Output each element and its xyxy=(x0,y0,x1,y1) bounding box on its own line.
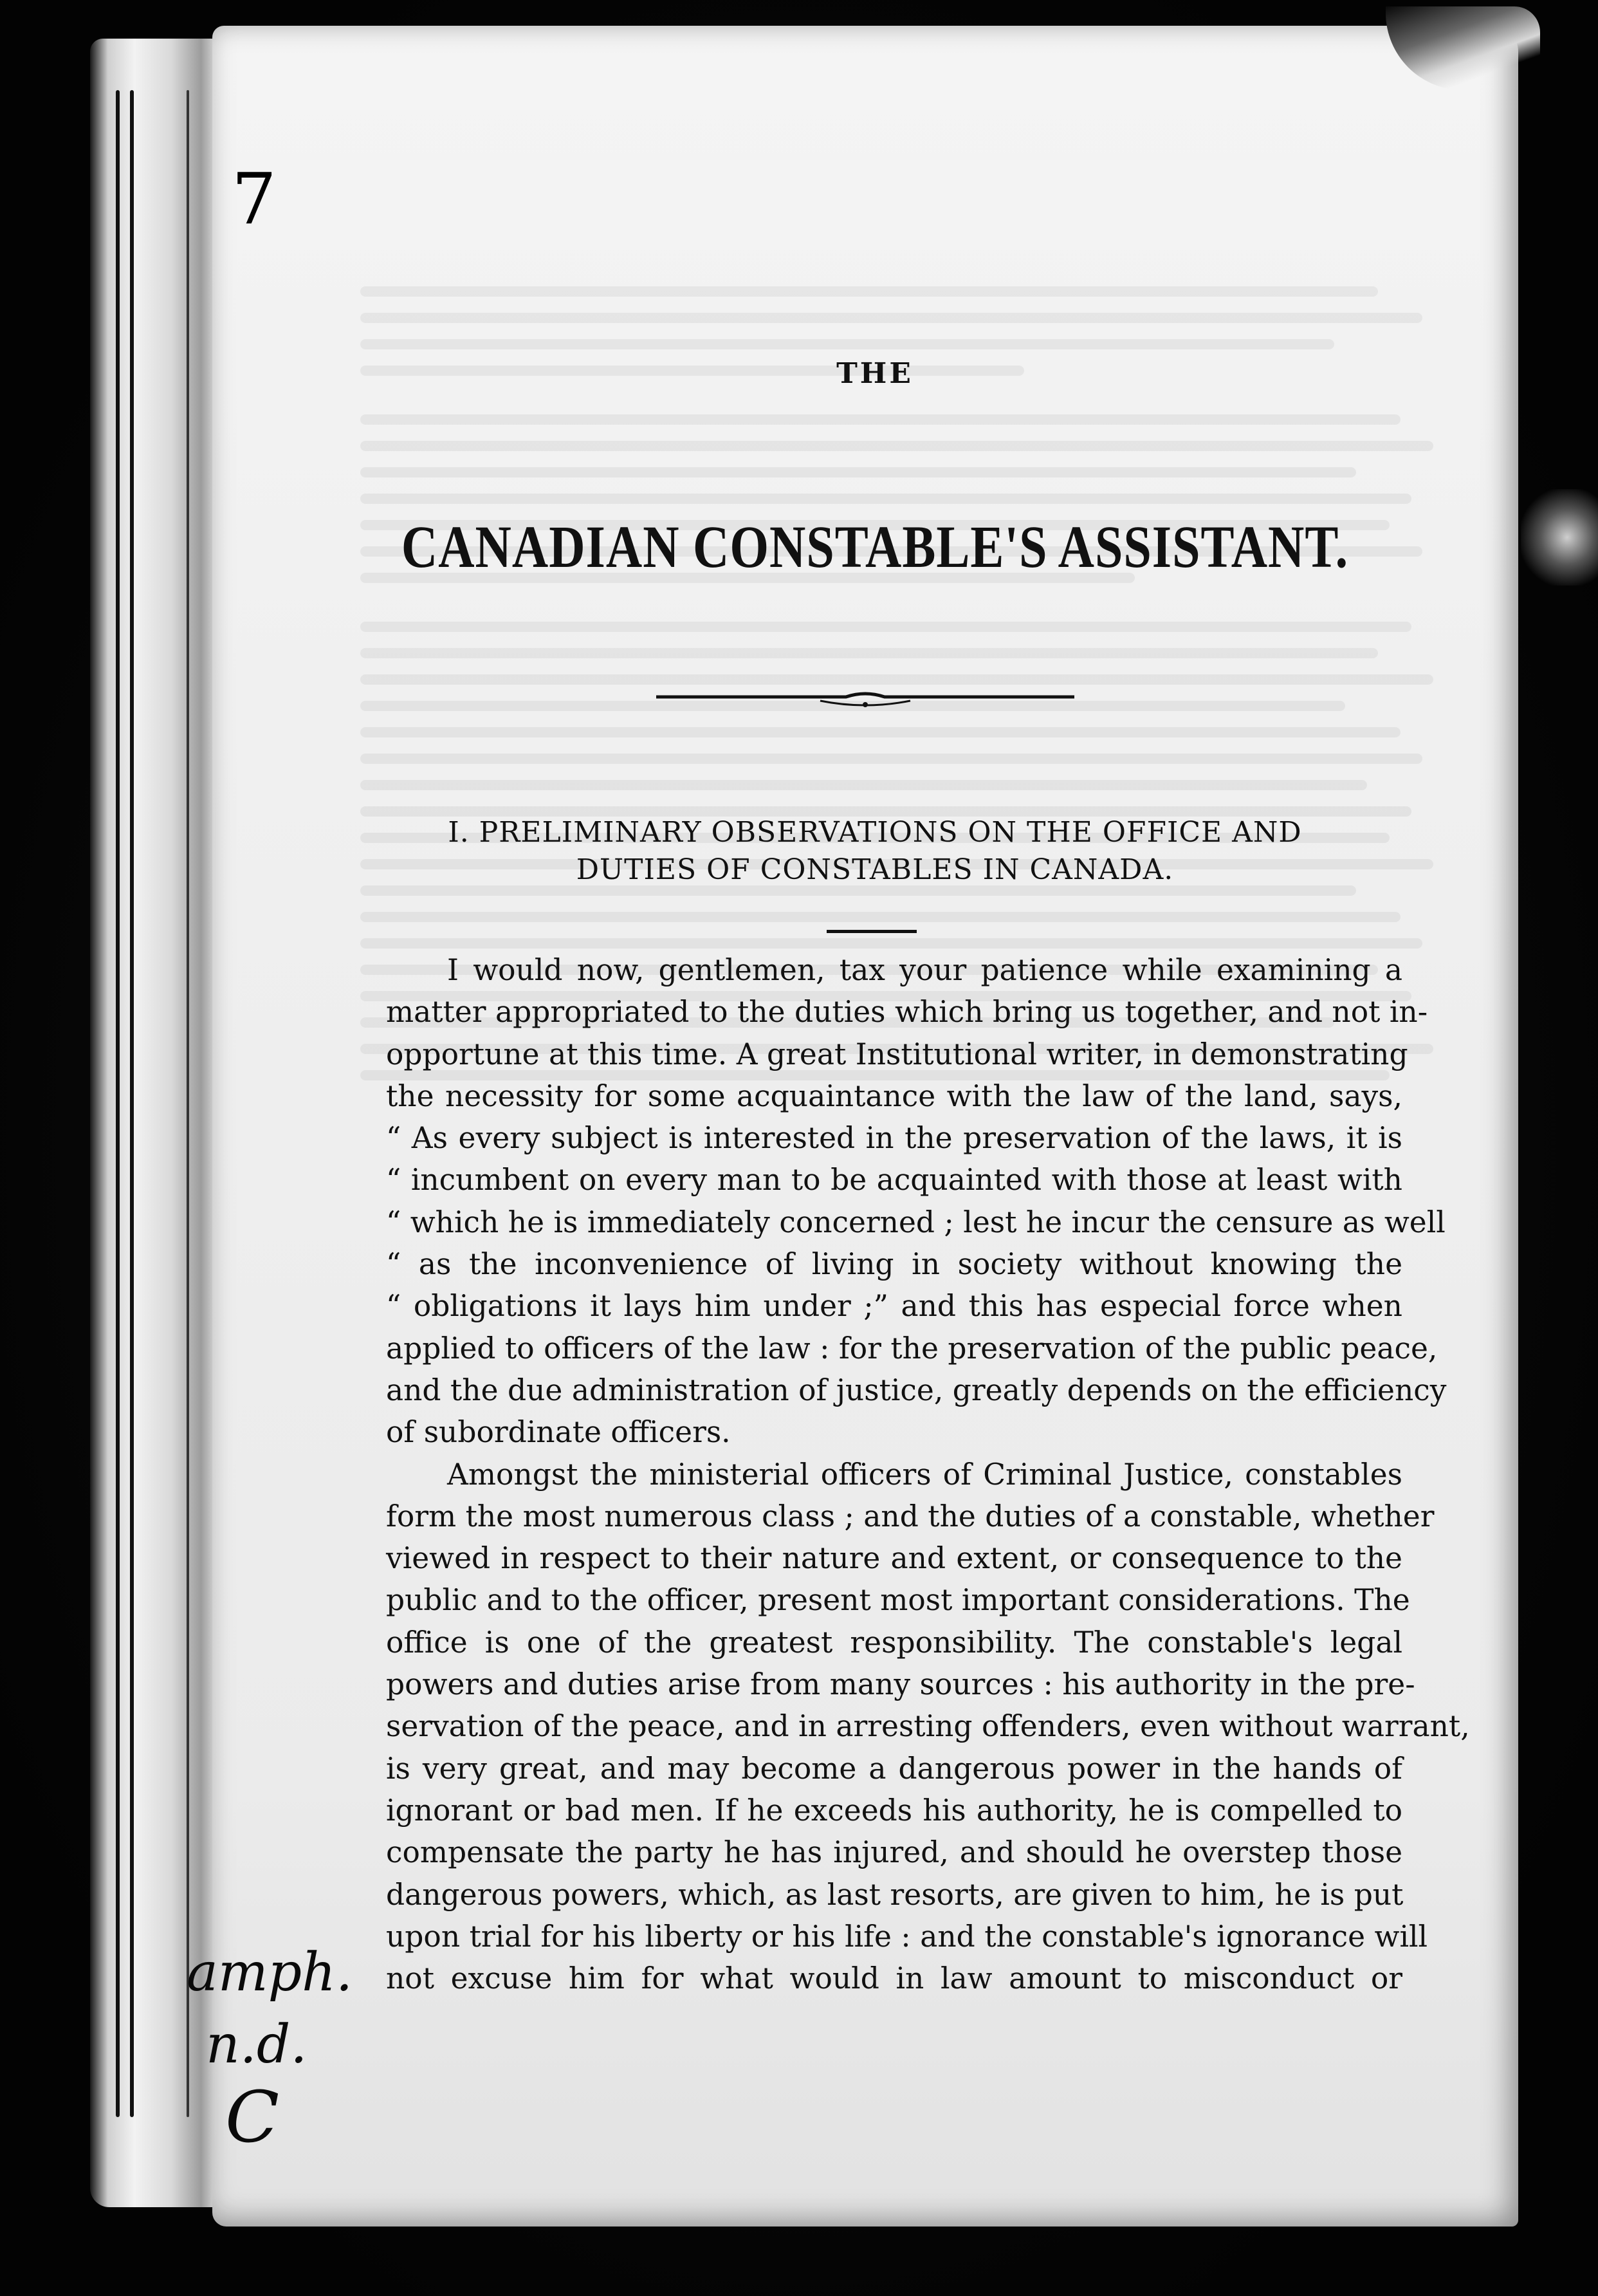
body-line: and the due administration of justice, greatly depends on the efficiency xyxy=(386,1373,1447,1407)
margin-page-marker: 7 xyxy=(232,158,277,240)
body-line: opportune at this time. A great Institutional writer, in demonstrating xyxy=(386,1037,1408,1071)
scan-light-spot xyxy=(1521,489,1598,586)
body-line: is very great, and may become a dangerous power in the hands of xyxy=(386,1751,1402,1786)
body-line: public and to the officer, present most important considerations. The xyxy=(386,1583,1410,1618)
body-line: applied to officers of the law : for the preservation of the public peace, xyxy=(386,1331,1438,1366)
body-line: “ As every subject is interested in the preservation of the laws, it is xyxy=(386,1121,1402,1156)
margin-note-line: amph. xyxy=(187,1942,353,2003)
body-line: not excuse him for what would in law amount to misconduct or xyxy=(386,1961,1402,1996)
running-title: THE xyxy=(836,357,914,390)
margin-note-line: C xyxy=(225,2076,280,2158)
body-line: the necessity for some acquaintance with the law of the land, says, xyxy=(386,1079,1402,1113)
section-heading-line: DUTIES OF CONSTABLES IN CANADA. xyxy=(576,853,1174,886)
binding-line xyxy=(116,90,120,2117)
binding-line xyxy=(187,90,189,2117)
title-ornament-divider xyxy=(653,685,1078,711)
body-line: “ obligations it lays him under ;” and this has especial force when xyxy=(386,1289,1402,1324)
body-text xyxy=(386,949,1470,1999)
body-line: of subordinate officers. xyxy=(386,1415,731,1450)
body-line: form the most numerous class ; and the duties of a constable, whether xyxy=(386,1499,1435,1533)
body-line: Amongst the ministerial officers of Criminal Justice, constables xyxy=(447,1457,1402,1492)
body-line: dangerous powers, which, as last resorts, are given to him, he is put xyxy=(386,1877,1404,1912)
body-line: viewed in respect to their nature and extent, or consequence to the xyxy=(386,1541,1402,1576)
section-heading-line: I. PRELIMINARY OBSERVATIONS ON THE OFFICE AND xyxy=(448,816,1302,849)
body-line: servation of the peace, and in arresting offenders, even without warrant, xyxy=(386,1709,1470,1744)
body-line: I would now, gentlemen, tax your patience while examining a xyxy=(447,953,1402,987)
section-rule xyxy=(827,930,917,933)
handwritten-margin-note xyxy=(187,1937,353,2158)
body-line: ignorant or bad men. If he exceeds his authority, he is compelled to xyxy=(386,1793,1402,1828)
body-line: powers and duties arise from many sources : his authority in the pre- xyxy=(386,1667,1415,1702)
body-line: upon trial for his liberty or his life : and the constable's ignorance will xyxy=(386,1919,1428,1954)
binding-line xyxy=(130,90,134,2117)
body-line: “ incumbent on every man to be acquainted with those at least with xyxy=(386,1163,1402,1198)
body-line: compensate the party he has injured, and should he overstep those xyxy=(386,1835,1402,1870)
section-heading xyxy=(360,814,1390,889)
body-line: matter appropriated to the duties which bring us together, and not in- xyxy=(386,995,1428,1030)
margin-note-line: n.d. xyxy=(206,2014,308,2075)
document-title: CANADIAN CONSTABLE'S ASSISTANT. xyxy=(401,513,1349,580)
body-line: office is one of the greatest responsibility. The constable's legal xyxy=(386,1625,1402,1660)
body-line: “ which he is immediately concerned ; lest he incur the censure as well xyxy=(386,1205,1446,1239)
body-line: “ as the inconvenience of living in society without knowing the xyxy=(386,1247,1402,1282)
